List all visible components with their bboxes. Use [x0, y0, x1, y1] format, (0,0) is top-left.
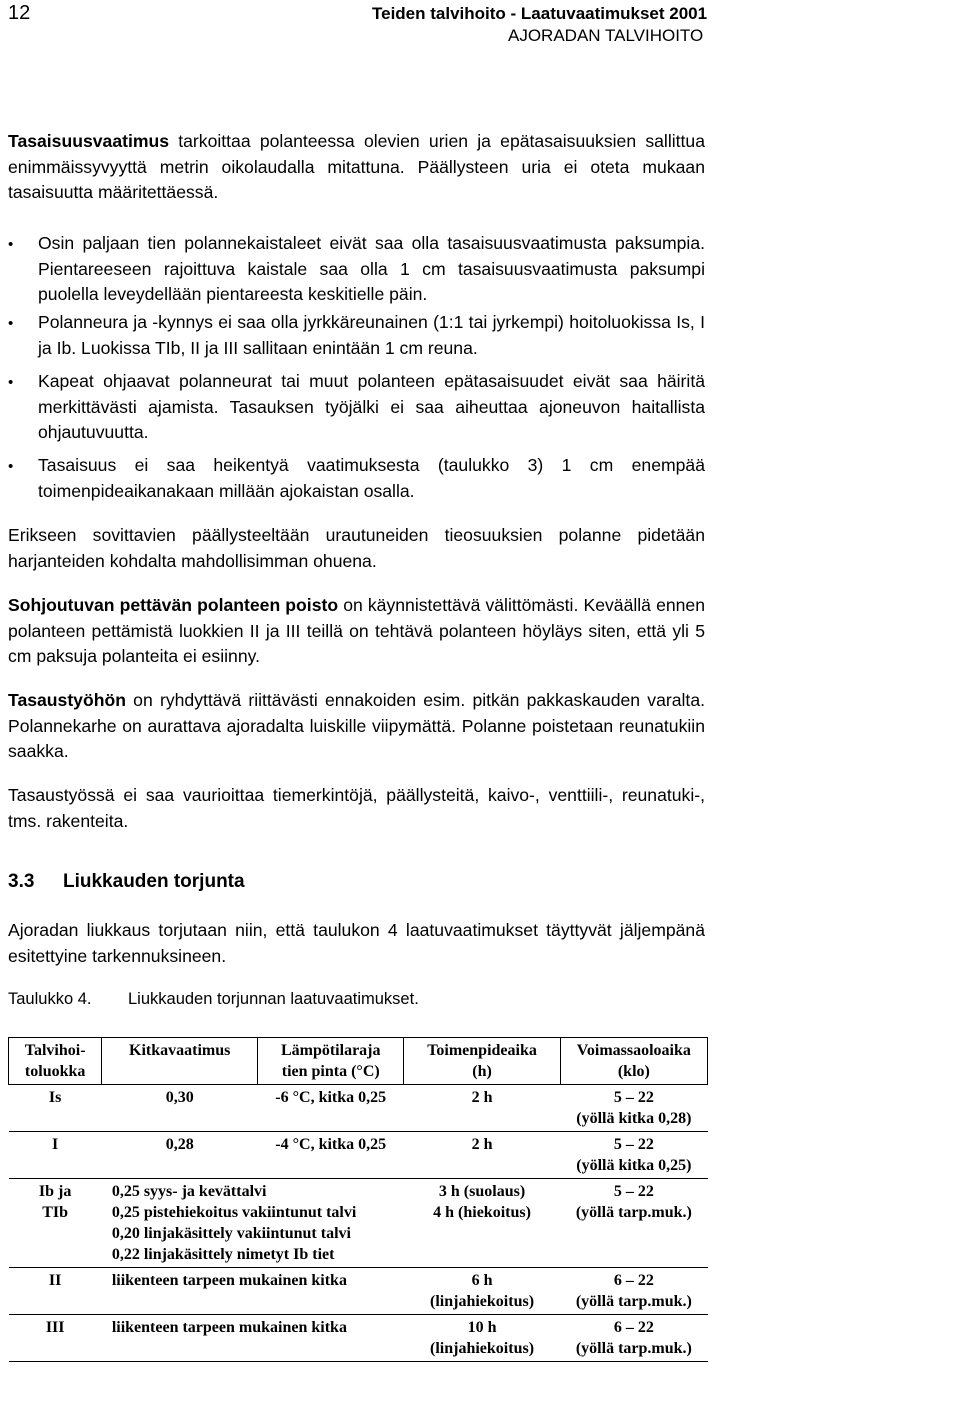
intro-term: Tasaisuusvaatimus	[8, 131, 170, 151]
cell-validity: 6 – 22 (yöllä tarp.muk.)	[560, 1268, 707, 1315]
bullet-dot-icon	[8, 310, 22, 337]
cell-class: Ib ja TIb	[9, 1179, 102, 1268]
cell-action-time: 2 h	[404, 1132, 560, 1179]
table-caption-label: Taulukko 4.	[8, 990, 92, 1008]
header-action-time-text: Toimenpideaika (h)	[427, 1042, 537, 1080]
table-row	[9, 1085, 708, 1132]
bullet-item	[8, 369, 705, 446]
table-caption-text: Liukkauden torjunnan laatuvaatimukset.	[128, 990, 419, 1008]
cell-friction: 0,25 syys- ja kevättalvi 0,25 pistehiekoitus vakiintunut talvi 0,20 linjakäsittely vakiintunut talvi 0,22 linjakäsittely nimetyt Ib tiet	[102, 1179, 404, 1268]
bullet-dot-icon	[8, 369, 22, 396]
cell-friction: 0,28	[102, 1132, 258, 1179]
bullet-text: Tasaisuus ei saa heikentyä vaatimuksesta (taulukko 3) 1 cm enempää toimenpideaikanakaan millään ajokaistan osalla.	[38, 455, 705, 501]
paragraph-leveling-damage: Tasaustyössä ei saa vaurioittaa tiemerkintöjä, päällysteitä, kaivo-, venttiili-, reunatuki-, tms. rakenteita.	[8, 785, 705, 831]
cell-action-time: 6 h (linjahiekoitus)	[404, 1268, 560, 1315]
bullet-dot-icon	[8, 453, 22, 480]
cell-class: II	[9, 1268, 102, 1315]
cell-validity: 5 – 22 (yöllä kitka 0,25)	[560, 1132, 707, 1179]
leveling-term: Tasaustyöhön	[8, 690, 126, 710]
intro-rest: tarkoittaa polanteessa olevien urien ja epätasaisuuksien sallittua enimmäissyvyyttä metrin oikolaudalla mitattuna. Päällysteen uria ei oteta mukaan tasaisuutta määritettäessä.	[8, 131, 705, 203]
cell-action-time: 2 h	[471, 1089, 493, 1106]
slush-rest: on käynnistettävä välittömästi. Keväällä ennen polanteen pettämistä luokkien II ja III teillä on tehtävä polanteen höyläys siten, että yli 5 cm paksuja polanteita ei esiinny.	[8, 595, 705, 667]
table-caption	[8, 990, 419, 1009]
cell-validity: 5 – 22 (yöllä tarp.muk.)	[560, 1179, 707, 1268]
header-validity	[560, 1038, 707, 1085]
quality-requirements-table	[8, 1037, 708, 1362]
bullet-dot-icon	[8, 231, 22, 258]
cell-friction: liikenteen tarpeen mukainen kitka	[102, 1315, 404, 1362]
table-row	[9, 1132, 708, 1179]
table-row	[9, 1315, 708, 1362]
cell-action-time: 3 h (suolaus) 4 h (hiekoitus)	[404, 1179, 560, 1268]
slush-term: Sohjoutuvan pettävän polanteen poisto	[8, 595, 339, 615]
bullet-item	[8, 310, 705, 361]
bullet-item	[8, 231, 705, 308]
table-row	[9, 1268, 708, 1315]
document-title: Teiden talvihoito - Laatuvaatimukset 2001	[372, 4, 708, 23]
header-temperature	[258, 1038, 404, 1085]
cell-validity: 5 – 22 (yöllä kitka 0,28)	[576, 1089, 692, 1127]
bullet-text: Kapeat ohjaavat polanneurat tai muut polanteen epätasaisuudet eivät saa häiritä merkittävästi ajamista. Tasauksen työjälki ei saa aiheuttaa ajoneuvon haitallista ohjautuvuutta.	[38, 371, 705, 443]
cell-friction: 0,30	[165, 1089, 194, 1106]
page-number: 12	[8, 2, 31, 24]
cell-validity: 6 – 22 (yöllä tarp.muk.)	[560, 1315, 707, 1362]
paragraph-grooved-roads: Erikseen sovittavien päällysteeltään urautuneiden tieosuuksien polanne pidetään harjanteiden kohdalta mahdollisimman ohuena.	[8, 525, 705, 571]
header-validity-text: Voimassaoloaika (klo)	[576, 1042, 691, 1080]
chapter-title: AJORADAN TALVIHOITO	[508, 26, 704, 45]
bullet-text: Osin paljaan tien polannekaistaleet eivät saa olla tasaisuusvaatimusta paksumpia. Pientareeseen rajoittuva kaistale saa olla 1 cm tasaisuusvaatimusta paksumpi puolella leveydellään pientareesta keskitielle päin.	[38, 233, 705, 305]
header-friction	[102, 1038, 258, 1085]
leveling-rest: on ryhdyttävä riittävästi ennakoiden esim. pitkän pakkaskauden varalta. Polannekarhe on aurattava ajoradalta luiskille viipymättä. Polanne poistetaan reunatukiin saakka.	[8, 690, 705, 762]
table-row	[9, 1179, 708, 1268]
cell-class: III	[9, 1315, 102, 1362]
header-temperature-text: Lämpötilaraja tien pinta (°C)	[280, 1042, 381, 1080]
cell-temperature: -4 °C, kitka 0,25	[258, 1132, 404, 1179]
header-class	[9, 1038, 102, 1085]
paragraph-slipperiness: Ajoradan liukkaus torjutaan niin, että taulukon 4 laatuvaatimukset täyttyvät jäljempänä esitettyine tarkennuksineen.	[8, 920, 705, 966]
header-action-time	[404, 1038, 560, 1085]
cell-friction: liikenteen tarpeen mukainen kitka	[102, 1268, 404, 1315]
cell-action-time: 10 h (linjahiekoitus)	[404, 1315, 560, 1362]
header-friction-text: Kitkavaatimus	[129, 1042, 231, 1059]
table-header-row	[9, 1038, 708, 1085]
bullet-item	[8, 453, 705, 504]
cell-class: Is	[48, 1089, 62, 1106]
paragraph-leveling	[8, 688, 705, 765]
header-class-text: Talvihoi- toluokka	[24, 1042, 86, 1080]
paragraph-slush-removal	[8, 593, 705, 670]
section-title: Liukkauden torjunta	[63, 871, 245, 892]
intro-paragraph	[8, 129, 705, 206]
section-heading	[8, 871, 245, 893]
cell-class: I	[9, 1132, 102, 1179]
bullet-text: Polanneura ja -kynnys ei saa olla jyrkkäreunainen (1:1 tai jyrkempi) hoitoluokissa Is, I ja Ib. Luokissa TIb, II ja III sallitaan enintään 1 cm reuna.	[38, 312, 705, 358]
section-number: 3.3	[8, 871, 35, 892]
cell-temperature: -6 °C, kitka 0,25	[275, 1089, 387, 1106]
